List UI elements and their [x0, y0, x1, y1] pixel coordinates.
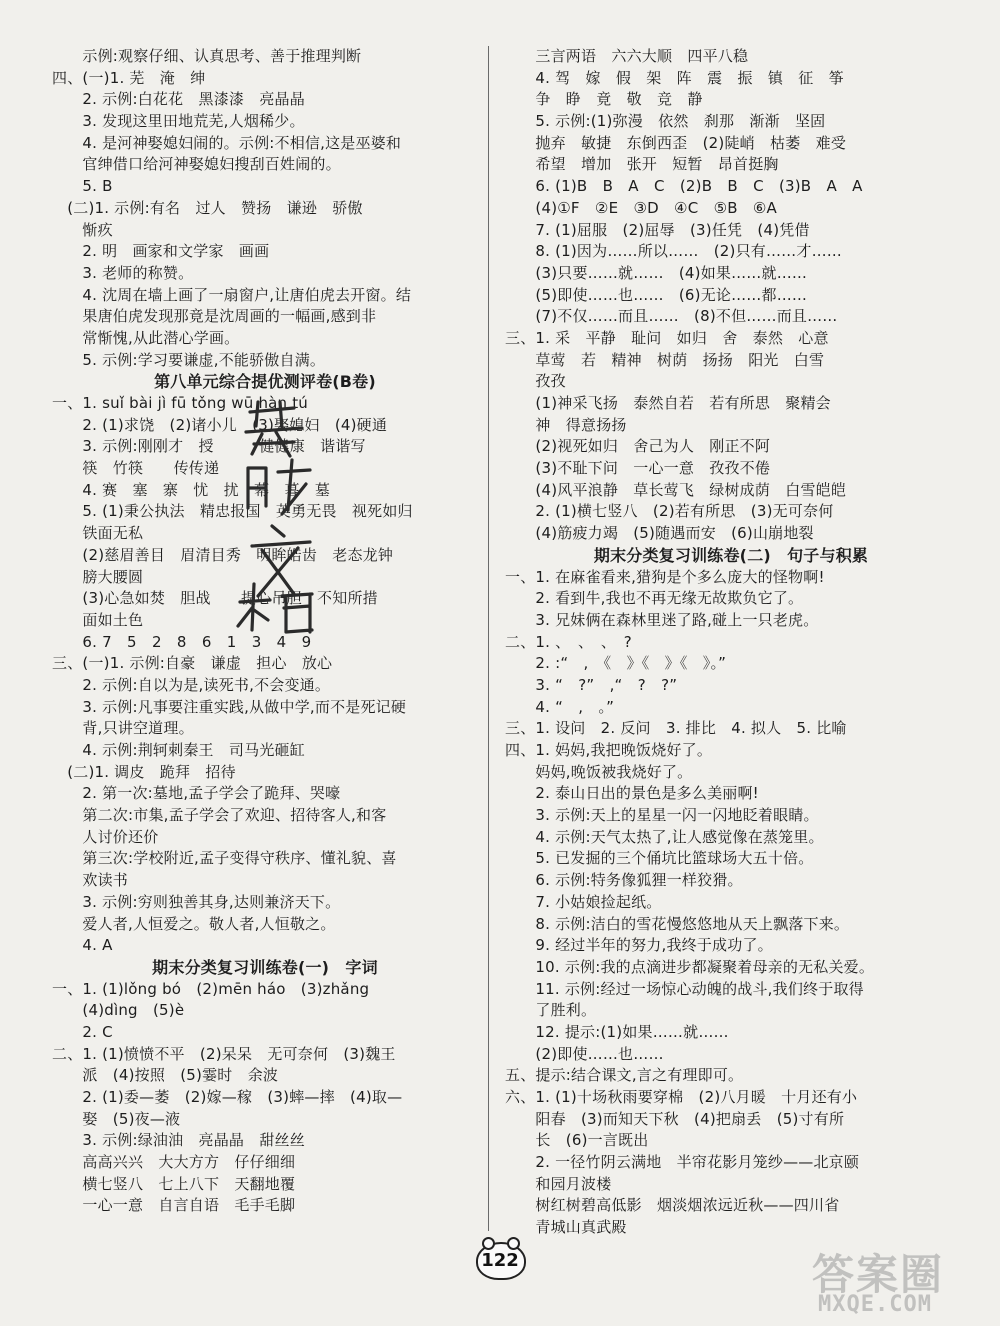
answer-line: 5. 示例:(1)弥漫 依然 刹那 渐渐 坚固	[505, 112, 826, 131]
answer-line: 了胜利。	[505, 1001, 597, 1020]
answer-line: 希望 增加 张开 短暂 昂首挺胸	[505, 155, 779, 174]
answer-line: 三、(一)1. 示例:自豪 谦虚 担心 放心	[52, 654, 333, 673]
answer-line: (3)心急如焚 胆战 提心吊胆 不知所措	[52, 589, 378, 608]
answer-line: 铁面无私	[52, 524, 144, 543]
answer-line: 六、1. (1)十场秋雨要穿棉 (2)八月暖 十月还有小	[505, 1088, 858, 1106]
answer-line: 背,只讲空道理。	[52, 719, 194, 738]
answer-line: 派 (4)按照 (5)霎时 余波	[52, 1066, 279, 1085]
answer-line: 惭疚	[52, 220, 113, 239]
answer-line: 妈妈,晚饭被我烧好了。	[505, 762, 693, 781]
answer-line: 3. 示例:凡事要注重实践,从做中学,而不是死记硬	[52, 697, 407, 716]
answer-line: 官绅借口给河神娶媳妇搜刮百姓闹的。	[52, 155, 341, 174]
answer-line: 一、1. suǐ bài jì fū tǒng wū hàn tú	[52, 394, 309, 412]
answer-line: 5. 示例:学习要谦虚,不能骄傲自满。	[52, 350, 326, 369]
answer-line: 娶 (5)夜—液	[52, 1109, 181, 1128]
answer-line: 7. 小姑娘捡起纸。	[505, 892, 662, 911]
answer-line: (2)即使……也……	[505, 1044, 664, 1063]
answer-line: 4. 示例:荆轲刺秦王 司马光砸缸	[52, 741, 305, 759]
answer-line: 筷 竹筷 传传递	[52, 459, 220, 478]
answer-line: 7. (1)屈服 (2)屈辱 (3)任凭 (4)凭借	[505, 220, 810, 239]
answer-line: 6. (1)B B A C (2)B B C (3)B A A	[505, 177, 863, 196]
answer-line: 五、提示:结合课文,言之有理即可。	[505, 1066, 744, 1085]
answer-line: (4)dìng (5)è	[52, 1001, 185, 1020]
answer-line: 2. (1)横七竖八 (2)若有所思 (3)无可奈何	[505, 502, 834, 521]
answer-line: 一心一意 自言自语 毛手毛脚	[52, 1196, 296, 1215]
answer-line: (4)筋疲力竭 (5)随遇而安 (6)山崩地裂	[505, 524, 814, 543]
answer-line: 5. 已发掘的三个俑坑比篮球场大五十倍。	[505, 849, 814, 868]
answer-line: 2. (1)求饶 (2)诸小儿 (3)娶媳妇 (4)硬通	[52, 415, 388, 434]
answer-line: 第二次:市集,孟子学会了欢迎、招待客人,和客	[52, 806, 387, 825]
answer-line: 3. 示例:穷则独善其身,达则兼济天下。	[52, 892, 341, 911]
answer-line: 第三次:学校附近,孟子变得守秩序、懂礼貌、喜	[52, 849, 397, 868]
answer-line: 二、1. 、 、 、 ?	[505, 632, 632, 651]
answer-line: 一、1. (1)lǒng bó (2)mēn háo (3)zhǎng	[52, 979, 370, 998]
answer-line: 9. 经过半年的努力,我终于成功了。	[505, 936, 773, 955]
answer-line: 8. (1)因为……所以…… (2)只有……才……	[505, 242, 842, 261]
answer-line: 高高兴兴 大大方方 仔仔细细	[52, 1153, 296, 1172]
answer-line: 横七竖八 七上八下 天翻地覆	[52, 1174, 296, 1193]
answer-line: 四、1. 妈妈,我把晚饭烧好了。	[505, 741, 713, 759]
answer-line: 常惭愧,从此潜心学画。	[52, 328, 240, 347]
answer-line: (7)不仅……而且…… (8)不但……而且……	[505, 307, 838, 326]
answer-line: 膀大腰圆	[52, 567, 144, 586]
answer-line: 4. “ , 。”	[505, 697, 615, 716]
answer-line: 2. 一径竹阴云满地 半帘花影月笼纱——北京颐	[505, 1153, 860, 1172]
answer-line: 3. 兄妹俩在森林里迷了路,碰上一只老虎。	[505, 610, 819, 629]
answer-line: 2. 明 画家和文学家 画画	[52, 242, 270, 261]
answer-line: 5. (1)秉公执法 精忠报国 英勇无畏 视死如归	[52, 502, 413, 521]
answer-line: 抛弃 敏捷 东倒西歪 (2)陡峭 枯萎 难受	[505, 133, 847, 152]
answer-line: 和园月波楼	[505, 1174, 612, 1193]
answer-line: 12. 提示:(1)如果……就……	[505, 1022, 729, 1041]
answer-line: 期末分类复习训练卷(二) 句子与积累	[593, 545, 869, 565]
answer-line: (5)即使……也…… (6)无论……都……	[505, 285, 808, 304]
answer-line: 4. A	[52, 936, 113, 955]
right-column	[505, 46, 957, 1239]
answer-line: 2. 示例:白花花 黑漆漆 亮晶晶	[52, 90, 305, 109]
answer-line: 2. C	[52, 1022, 113, 1041]
answer-line: 8. 示例:洁白的雪花慢悠悠地从天上飘落下来。	[505, 914, 850, 933]
answer-line: 2. (1)委—萎 (2)嫁—稼 (3)蟀—摔 (4)取—	[52, 1088, 403, 1106]
answer-line: 2. 示例:自以为是,读死书,不会变通。	[52, 675, 331, 694]
answer-line: 欢读书	[52, 871, 129, 890]
answer-line: 2. 第一次:墓地,孟子学会了跪拜、哭嚎	[52, 784, 341, 803]
answer-line: 示例:观察仔细、认真思考、善于推理判断	[52, 47, 362, 65]
answer-line: (二)1. 示例:有名 过人 赞扬 谦逊 骄傲	[52, 198, 363, 217]
answer-line: 4. 示例:天气太热了,让人感觉像在蒸笼里。	[505, 827, 824, 846]
answer-line: (1)神采飞扬 泰然自若 若有所思 聚精会	[505, 394, 831, 412]
answer-line: 4. 驾 嫁 假 架 阵 震 振 镇 征 筝	[505, 68, 844, 87]
answer-line: 三、1. 采 平静 耻问 如归 舍 泰然 心意	[505, 328, 829, 347]
answer-line: 草莺 若 精神 树荫 扬扬 阳光 白雪	[505, 350, 825, 369]
left-column	[52, 46, 478, 1217]
answer-line: 4. 是河神娶媳妇闹的。示例:不相信,这是巫婆和	[52, 133, 402, 152]
answer-line: 6. 7 5 2 8 6 1 3 4 9	[52, 632, 312, 651]
answer-line: 争 睁 竟 敬 竞 静	[505, 90, 703, 109]
answer-line: 长 (6)一言既出	[505, 1131, 649, 1150]
page-number	[470, 1240, 530, 1280]
answer-line: 3. 示例:天上的星星一闪一闪地眨着眼睛。	[505, 806, 819, 825]
answer-line: 4. 赛 塞 寨 忧 扰 幕 暮 墓	[52, 480, 331, 499]
answer-line: (二)1. 调皮 跪拜 招待	[52, 762, 236, 781]
answer-line: 面如土色	[52, 610, 144, 629]
answer-line: 青城山真武殿	[505, 1218, 627, 1237]
answer-line: 一、1. 在麻雀看来,猎狗是个多么庞大的怪物啊!	[505, 567, 825, 586]
answer-line: 11. 示例:经过一场惊心动魄的战斗,我们终于取得	[505, 979, 864, 998]
answer-line: 阳春 (3)而知天下秋 (4)把扇丢 (5)寸有所	[505, 1109, 845, 1128]
column-divider	[488, 46, 489, 1231]
answer-line: 神 得意扬扬	[505, 415, 627, 434]
answer-line: (4)风平浪静 草长莺飞 绿树成荫 白雪皑皑	[505, 480, 847, 499]
answer-line: 期末分类复习训练卷(一) 字词	[152, 957, 378, 977]
watermark-url: MXQE.COM	[818, 1292, 932, 1317]
answer-line: 树红树碧高低影 烟淡烟浓远近秋——四川省	[505, 1196, 840, 1215]
answer-line: 爱人者,人恒爱之。敬人者,人恒敬之。	[52, 914, 336, 933]
answer-line: 人讨价还价	[52, 827, 159, 846]
site-watermark	[804, 1242, 994, 1324]
answer-line: 3. 发现这里田地荒芜,人烟稀少。	[52, 112, 305, 131]
answer-line: 2. :“ , 《 》《 》《 》。”	[505, 654, 727, 673]
answer-line: 3. 示例:刚刚才 授 健健康 谐谐写	[52, 437, 366, 456]
answer-line: 3. 示例:绿油油 亮晶晶 甜丝丝	[52, 1131, 305, 1150]
answer-line: (2)视死如归 舍己为人 刚正不阿	[505, 437, 771, 456]
answer-line: 4. 沈周在墙上画了一扇窗户,让唐伯虎去开窗。结	[52, 285, 412, 304]
answer-line: 三言两语 六六大顺 四平八稳	[505, 47, 749, 65]
answer-line: 二、1. (1)愤愤不平 (2)呆呆 无可奈何 (3)魏王	[52, 1044, 396, 1063]
answer-line: 第八单元综合提优测评卷(B卷)	[154, 372, 376, 392]
answer-line: (4)①F ②E ③D ④C ⑤B ⑥A	[505, 198, 778, 217]
answer-line: 3. “ ?” ,“ ? ?”	[505, 675, 678, 694]
answer-line: (3)不耻下问 一心一意 孜孜不倦	[505, 459, 771, 478]
answer-line: 三、1. 设问 2. 反问 3. 排比 4. 拟人 5. 比喻	[505, 719, 847, 738]
answer-line: 四、(一)1. 芜 淹 绅	[52, 68, 206, 87]
page-number-text: 122	[481, 1249, 519, 1271]
answer-line: 6. 示例:特务像狐狸一样狡猾。	[505, 871, 743, 890]
answer-line: 5. B	[52, 177, 113, 196]
answer-line: 10. 示例:我的点滴进步都凝聚着母亲的无私关爱。	[505, 957, 875, 976]
watermark-text: 答案圈	[812, 1250, 945, 1299]
answer-line: 果唐伯虎发现那竟是沈周画的一幅画,感到非	[52, 307, 377, 326]
answer-line: 2. 看到牛,我也不再无缘无故欺负它了。	[505, 589, 804, 608]
answer-line: (2)慈眉善目 眉清目秀 明眸皓齿 老态龙钟	[52, 545, 394, 564]
answer-line: 3. 老师的称赞。	[52, 263, 194, 282]
answer-line: (3)只要……就…… (4)如果……就……	[505, 263, 808, 282]
answer-line: 孜孜	[505, 372, 566, 391]
answer-line: 2. 泰山日出的景色是多么美丽啊!	[505, 784, 759, 803]
